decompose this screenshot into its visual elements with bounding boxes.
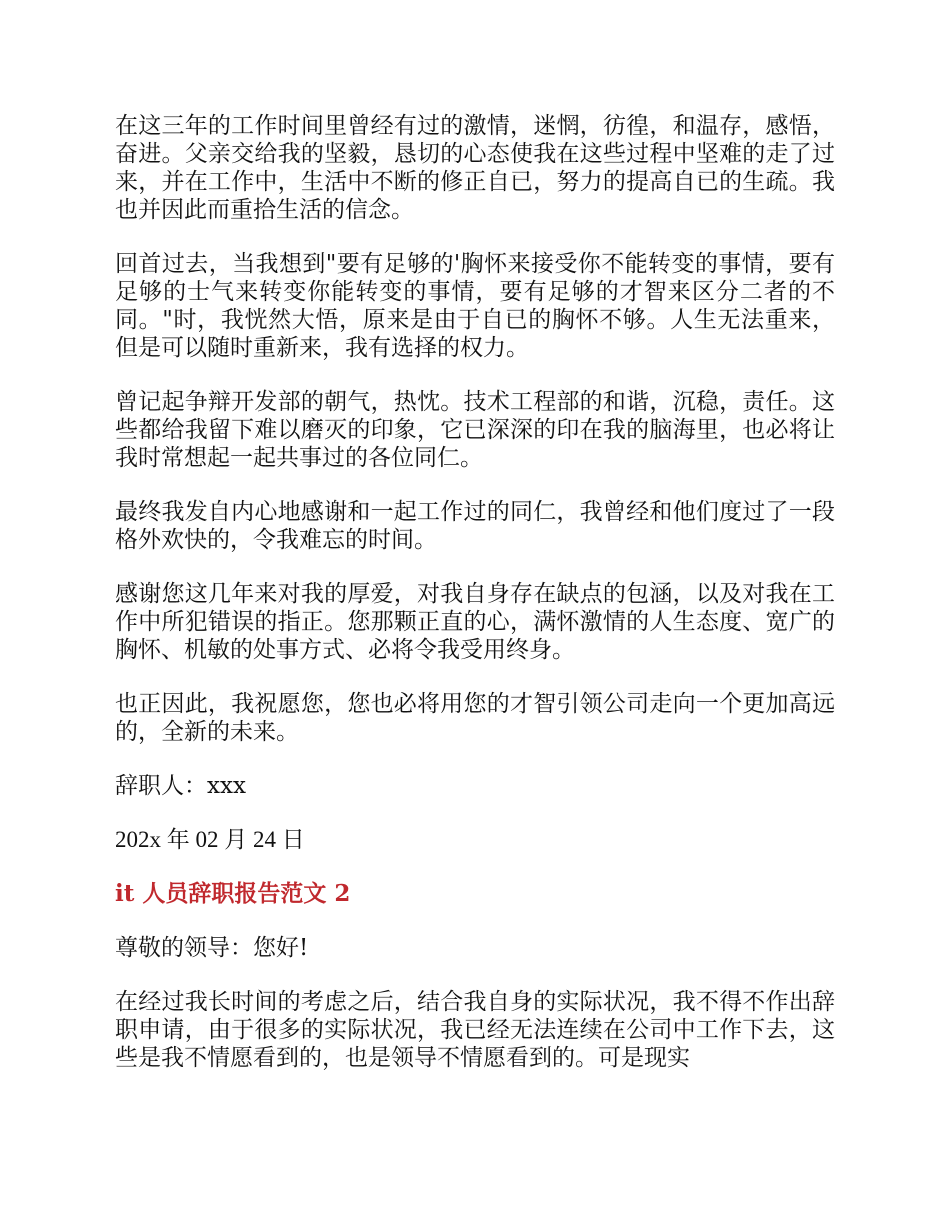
date-line: 202x 年 02 月 24 日 xyxy=(115,827,305,852)
paragraph-4: 最终我发自内心地感谢和一起工作过的同仁，我曾经和他们度过了一段格外欢快的，令我难忘的时间。 xyxy=(115,499,835,553)
paragraph-6: 也正因此，我祝愿您，您也必将用您的才智引领公司走向一个更加高远的，全新的未来。 xyxy=(115,691,835,745)
paragraph-3: 曾记起争辩开发部的朝气，热忱。技术工程部的和谐，沉稳，责任。这些都给我留下难以磨灭的印象，它已深深的印在我的脑海里，也必将让我时常想起一起共事过的各位同仁。 xyxy=(115,389,835,471)
signature-line: 辞职人：xxx xyxy=(115,773,246,799)
greeting-line: 尊敬的领导：您好! xyxy=(115,935,309,961)
document-page xyxy=(115,112,835,1072)
paragraph-1: 在这三年的工作时间里曾经有过的激情，迷惘，彷徨，和温存，感悟，奋进。父亲交给我的坚毅，恳切的心态使我在这些过程中坚难的走了过来，并在工作中，生活中不断的修正自已，努力的提高自已的生疏。我也并因此而重拾生活的信念。 xyxy=(115,113,835,223)
section-heading: it 人员辞职报告范文 2 xyxy=(115,880,351,907)
closing-paragraph: 在经过我长时间的考虑之后，结合我自身的实际状况，我不得不作出辞职申请，由于很多的实际状况，我已经无法连续在公司中工作下去，这些是我不情愿看到的，也是领导不情愿看到的。可是现实 xyxy=(115,989,835,1071)
paragraph-5: 感谢您这几年来对我的厚爱，对我自身存在缺点的包涵，以及对我在工作中所犯错误的指正。您那颗正直的心，满怀激情的人生态度、宽广的胸怀、机敏的处事方式、必将令我受用终身。 xyxy=(115,581,835,663)
paragraph-2: 回首过去，当我想到"要有足够的'胸怀来接受你不能转变的事情，要有足够的士气来转变你能转变的事情，要有足够的才智来区分二者的不同。"时，我恍然大悟，原来是由于自已的胸怀不够。人生无法重来，但是可以随时重新来，我有选择的权力。 xyxy=(115,251,835,361)
